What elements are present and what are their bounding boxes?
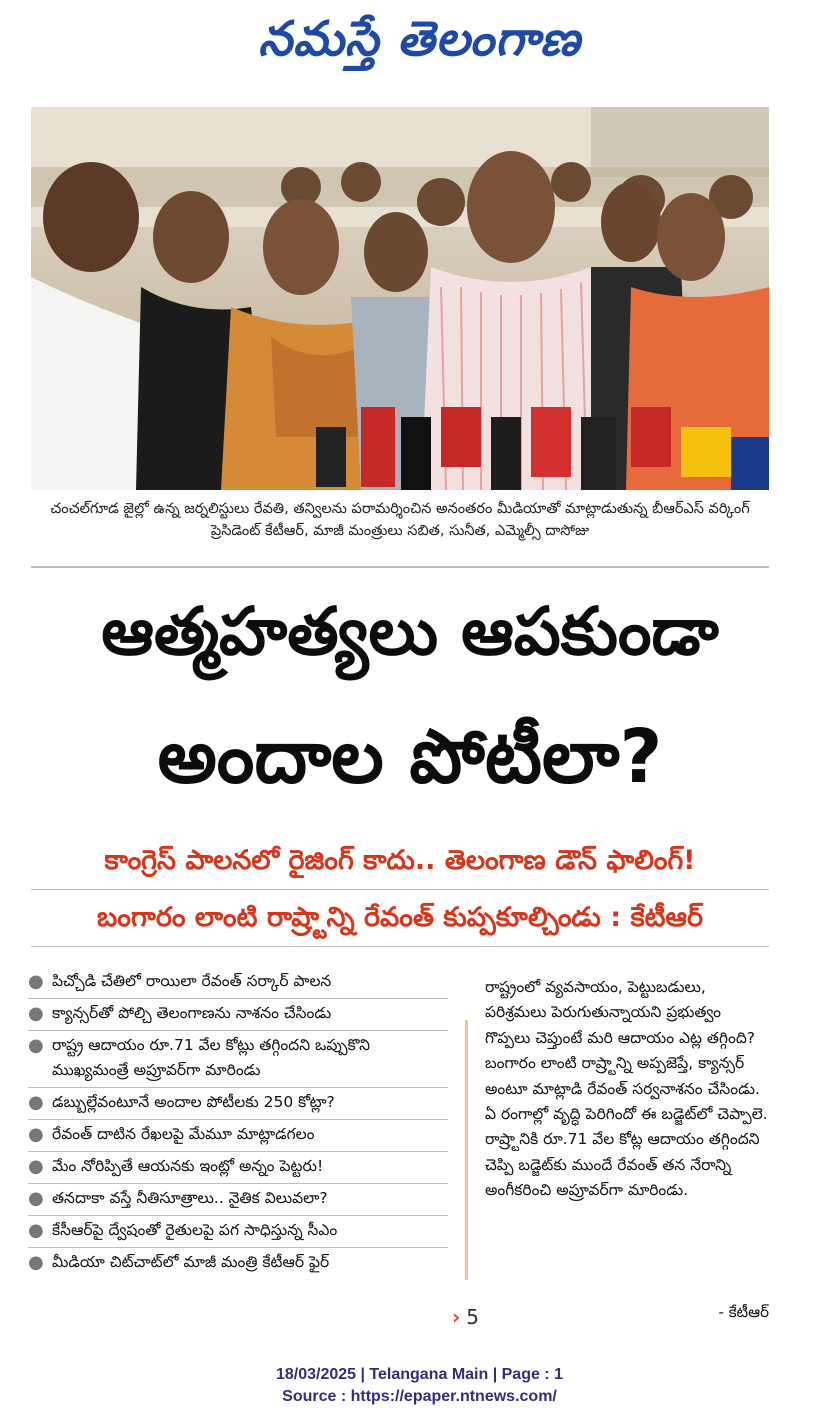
quote-signature: - కేటీఆర్ [718, 1303, 769, 1321]
bullet-icon: ● [28, 1003, 44, 1024]
headline-line-1: ఆత్మహత్యలు ఆపకుండా [101, 593, 719, 670]
article-body: రాష్ట్రంలో వ్యవసాయం, పెట్టుబడులు, పరిశ్రమలు పెరుగుతున్నాయని ప్రభుత్వం గొప్పలు చెప్తుంటే మరి ఆదాయం ఎట్ల తగ్గింది? బంగారం లాంటి రాష్ర్టాన్ని అప్పజెప్తే, క్యాన్సర్ అంటూ మాట్లాడి రేవంత్ సర్వనాశనం చేసిండు. ఏ రంగాల్లో వృద్ధి పెరిగిందో ఈ బడ్జెట్‌లో చెప్పాలె. రాష్ర్టానికి రూ.71 వేల కోట్ల ఆదాయం తగ్గిందని చెప్పి బడ్జెట్‌కు ముందే రేవంత్ తన నేరాన్ని అంగీకరించి అప్రూవర్‌గా మారిండు. [485, 978, 768, 1200]
bullet-text: క్యాన్సర్‌తో పోల్చి తెలంగాణను నాశనం చేసిండు [52, 1004, 332, 1022]
chevron-right-icon: › [452, 1305, 461, 1329]
bullet-text: రాష్ట్ర ఆదాయం రూ.71 వేల కోట్లు తగ్గిందని ఒప్పుకొని ముఖ్యమంత్రే అప్రూవర్‌గా మారిండు [52, 1036, 371, 1079]
list-item [28, 1120, 448, 1152]
bullet-icon: ● [28, 971, 44, 992]
bullet-text: కేసీఆర్‌పై ద్వేషంతో రైతులపై పగ సాధిస్తున్న సీఎం [52, 1221, 338, 1239]
bullet-icon: ● [28, 1156, 44, 1177]
bullet-text: డబ్బుల్లేవంటూనే అందాల పోటీలకు 250 కోట్లా? [52, 1093, 335, 1111]
footer-date-edition: 18/03/2025 | Telangana Main | Page : 1 [275, 1366, 563, 1383]
bullet-text: పిచ్చోడి చేతిలో రాయిలా రేవంత్ సర్కార్ పాలన [52, 972, 332, 990]
list-item [28, 1088, 448, 1120]
page-footer [0, 1364, 839, 1408]
headline-line-2: అందాల పోటీలా? [157, 714, 663, 800]
list-item [28, 1248, 448, 1279]
bullet-icon: ● [28, 1092, 44, 1113]
list-item [28, 1216, 448, 1248]
list-item [28, 967, 448, 999]
footer-source: Source : https://epaper.ntnews.com/ [282, 1388, 557, 1405]
bullet-text: రేవంత్ దాటిన రేఖలపై మేమూ మాట్లాడగలం [52, 1125, 315, 1143]
divider [31, 889, 769, 890]
list-item [28, 999, 448, 1031]
photo-caption: చంచల్‌గూడ జైల్లో ఉన్న జర్నలిస్టులు రేవతి, తన్విలను పరామర్శించిన అనంతరం మీడియాతో మాట్లాడుతున్న బీఆర్‌ఎస్ వర్కింగ్ ప్రెసిడెంట్ కేటీఆర్, మాజీ మంత్రులు సబిత, సునీత, ఎమ్మెల్సీ దాసోజు [50, 501, 750, 539]
list-item [28, 1152, 448, 1184]
list-item [28, 1031, 448, 1088]
bullet-icon: ● [28, 1252, 44, 1273]
bullet-icon: ● [28, 1035, 44, 1056]
column-accent-line [465, 1020, 468, 1280]
subheadline-2: బంగారం లాంటి రాష్ర్టాన్ని రేవంత్ కుప్పకూల్చిండు : కేటీఆర్ [97, 902, 703, 933]
bullet-text: మీడియా చిట్‌చాట్‌లో మాజీ మంత్రి కేటీఆర్ ఫైర్ [52, 1253, 330, 1271]
bullet-icon: ● [28, 1124, 44, 1145]
bullet-icon: ● [28, 1220, 44, 1241]
bullet-text: తనదాకా వస్తే నీతిసూత్రాలు.. నైతిక విలువలా? [52, 1189, 328, 1207]
divider [31, 946, 769, 947]
bullet-icon: ● [28, 1188, 44, 1209]
continued-page-number: 5 [466, 1305, 479, 1329]
bullet-text: మేం నోరిప్పితే ఆయనకు ఇంట్లో అన్నం పెట్టరు! [52, 1157, 324, 1175]
list-item [28, 1184, 448, 1216]
masthead-logo: నమస్తే తెలంగాణ [258, 11, 581, 67]
press-group-photo [31, 107, 769, 490]
divider [31, 566, 769, 568]
subheadline-1: కాంగ్రెస్ పాలనలో రైజింగ్ కాదు.. తెలంగాణ డౌన్ ఫాలింగ్! [104, 845, 696, 876]
bullet-list [28, 967, 448, 1279]
news-photo [31, 107, 769, 490]
continued-link[interactable] [452, 1305, 479, 1329]
